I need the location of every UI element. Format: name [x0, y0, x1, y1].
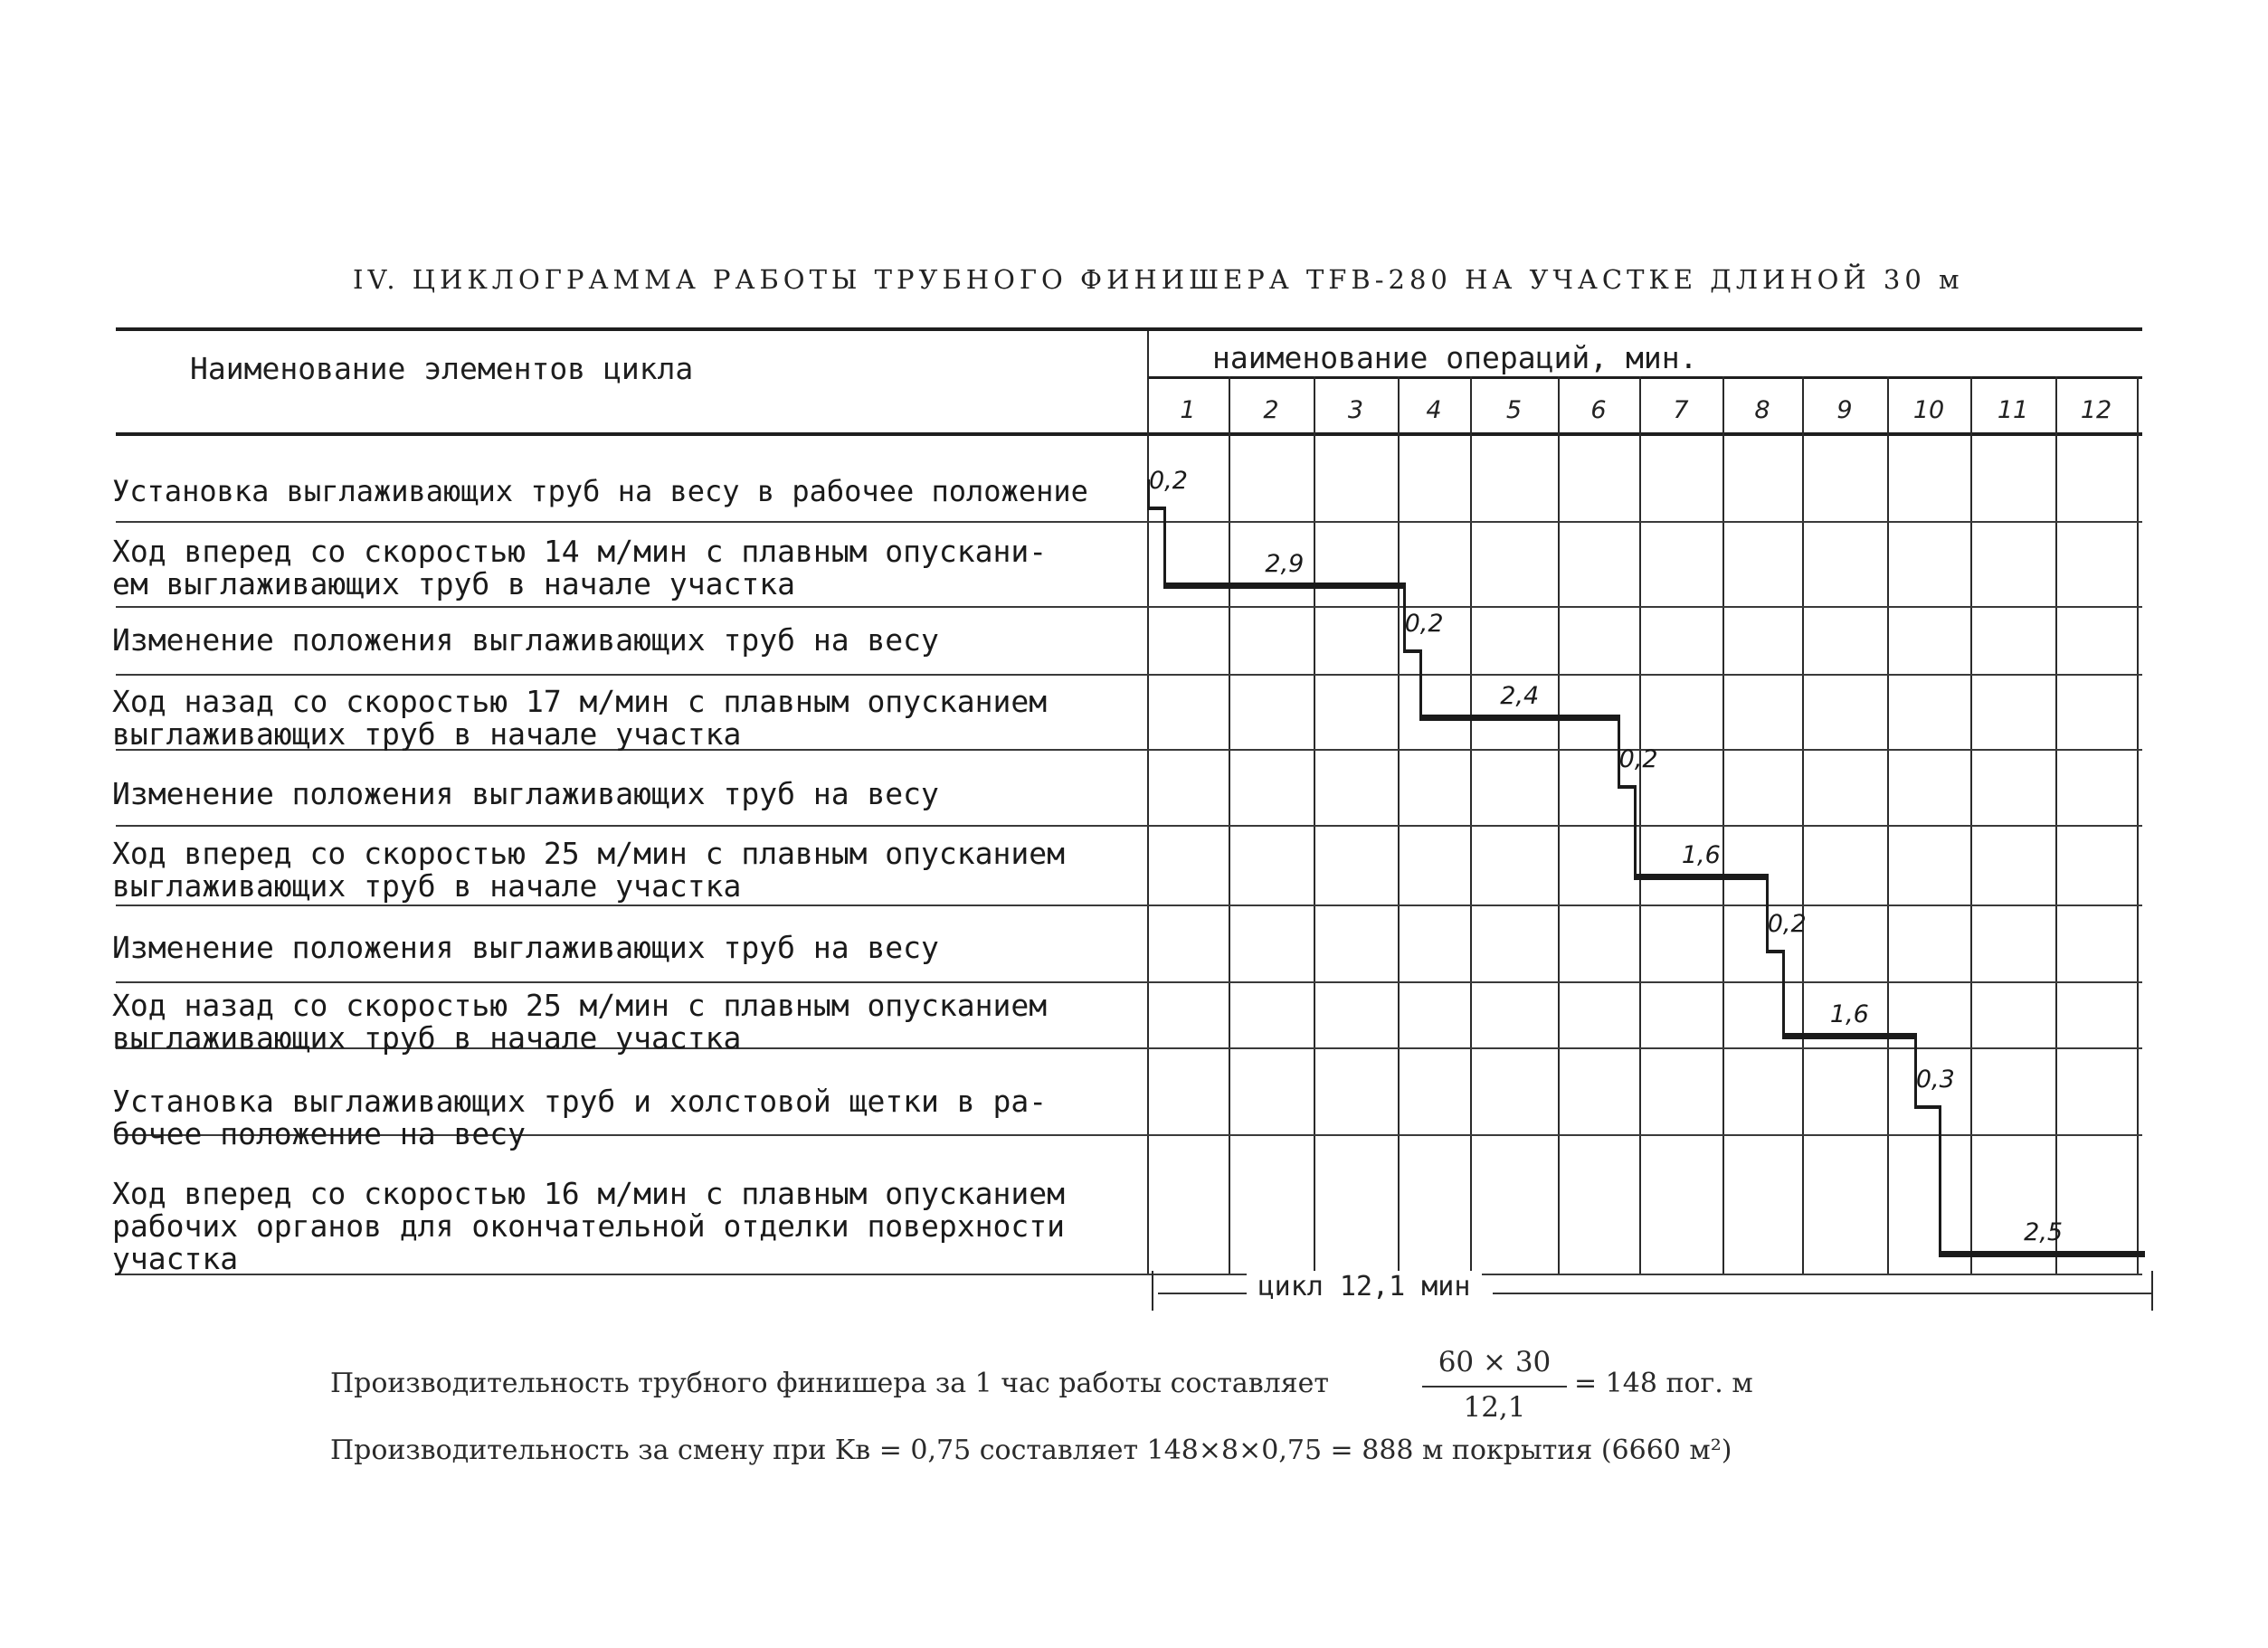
duration-bar [1634, 874, 1766, 880]
cycle-element-label: Установка выглаживающих труб на весу в рабочее положение [112, 474, 1088, 508]
duration-bar [1618, 785, 1634, 789]
column-number: 11 [1997, 396, 2029, 424]
fraction-bar [1422, 1386, 1567, 1388]
column-number: 5 [1505, 396, 1523, 424]
duration-bar [1914, 1105, 1939, 1109]
formula-numerator: 60 × 30 [1438, 1346, 1552, 1378]
step-connector [1782, 950, 1785, 1037]
cycle-total-label: цикл 12,1 мин [1247, 1271, 1482, 1302]
cycle-end-tick [2151, 1271, 2153, 1311]
duration-label: 2,4 [1500, 682, 1540, 710]
row-separator [116, 606, 2142, 608]
formula-denominator: 12,1 [1463, 1391, 1526, 1424]
cycle-start-tick [1152, 1271, 1153, 1311]
cycle-element-label: Ход назад со скоростью 17 м/мин с плавным опусканием выглаживающих труб в начале участка [112, 684, 1048, 752]
cycle-element-label: Изменение положения выглаживающих труб на весу [112, 622, 939, 658]
duration-bar [1403, 649, 1419, 653]
step-connector [1634, 785, 1637, 877]
duration-bar [1939, 1251, 2145, 1257]
column-number: 8 [1754, 396, 1770, 424]
cycle-element-label: Ход вперед со скоростью 14 м/мин с плавным опускани- ем выглаживающих труб в начале участка [112, 534, 1048, 601]
column-number: 7 [1673, 396, 1689, 424]
cycle-element-label: Ход назад со скоростью 25 м/мин с плавным опусканием выглаживающих труб в начале участка [112, 988, 1048, 1056]
row-separator [116, 825, 2142, 827]
cycle-line-right [1493, 1293, 2153, 1294]
row-separator [116, 981, 2142, 983]
column-number: 12 [2080, 396, 2112, 424]
productivity-shift-text: Производительность за смену при Kв = 0,75 составляет 148×8×0,75 = 888 м покрытия (6660 м²) [330, 1435, 1732, 1466]
duration-label: 2,5 [2024, 1218, 2064, 1246]
header-bottom-rule [116, 432, 2142, 436]
column-number: 9 [1836, 396, 1853, 424]
duration-bar [1766, 950, 1782, 953]
row-separator [116, 905, 2142, 906]
productivity-hour-result: = 148 пог. м [1574, 1368, 1753, 1399]
column-number: 3 [1347, 396, 1364, 424]
duration-bar [1147, 507, 1163, 510]
duration-bar [1782, 1033, 1914, 1039]
header-inner-rule [1147, 376, 2142, 379]
column-number: 6 [1590, 396, 1607, 424]
left-column-header: Наименование элементов цикла [190, 351, 694, 386]
column-number: 2 [1263, 396, 1279, 424]
row-separator [116, 674, 2142, 676]
step-connector [1939, 1105, 1941, 1255]
operations-header: наименование операций, мин. [1212, 340, 1698, 375]
duration-label: 0,2 [1618, 745, 1658, 773]
duration-label: 0,2 [1767, 910, 1807, 938]
duration-bar [1419, 715, 1618, 721]
cycle-element-label: Изменение положения выглаживающих труб на весу [112, 930, 939, 965]
cycle-line-left [1158, 1293, 1248, 1294]
cycle-element-label: Установка выглаживающих труб и холстовой щетки в ра- бочее положение на весу [112, 1084, 1048, 1151]
duration-label: 0,3 [1915, 1066, 1955, 1094]
duration-label: 0,2 [1149, 467, 1188, 495]
productivity-hour-text: Производительность трубного финишера за 1 час работы составляет [330, 1368, 1329, 1399]
duration-label: 1,6 [1681, 841, 1721, 869]
step-connector [1419, 649, 1422, 718]
cycle-element-label: Ход вперед со скоростью 25 м/мин с плавным опусканием выглаживающих труб в начале участка [112, 836, 1065, 904]
cycle-element-label: Ход вперед со скоростью 16 м/мин с плавным опусканием рабочих органов для окончательной отделки поверхности участка [112, 1176, 1065, 1276]
duration-label: 1,6 [1829, 1000, 1869, 1028]
cycle-element-label: Изменение положения выглаживающих труб на весу [112, 776, 939, 811]
column-number: 1 [1180, 396, 1196, 424]
cycle-total [1149, 1271, 2153, 1311]
column-number: 10 [1912, 396, 1945, 424]
duration-bar [1163, 582, 1402, 589]
column-number: 4 [1426, 396, 1442, 424]
duration-label: 0,2 [1404, 610, 1444, 638]
step-connector [1163, 507, 1166, 586]
table-top-rule [116, 327, 2142, 331]
document-title: IV. ЦИКЛОГРАММА РАБОТЫ ТРУБНОГО ФИНИШЕРА ТFВ-280 НА УЧАСТКЕ ДЛИНОЙ 30 м [353, 264, 1964, 295]
row-separator [116, 521, 2142, 523]
duration-label: 2,9 [1265, 550, 1305, 578]
